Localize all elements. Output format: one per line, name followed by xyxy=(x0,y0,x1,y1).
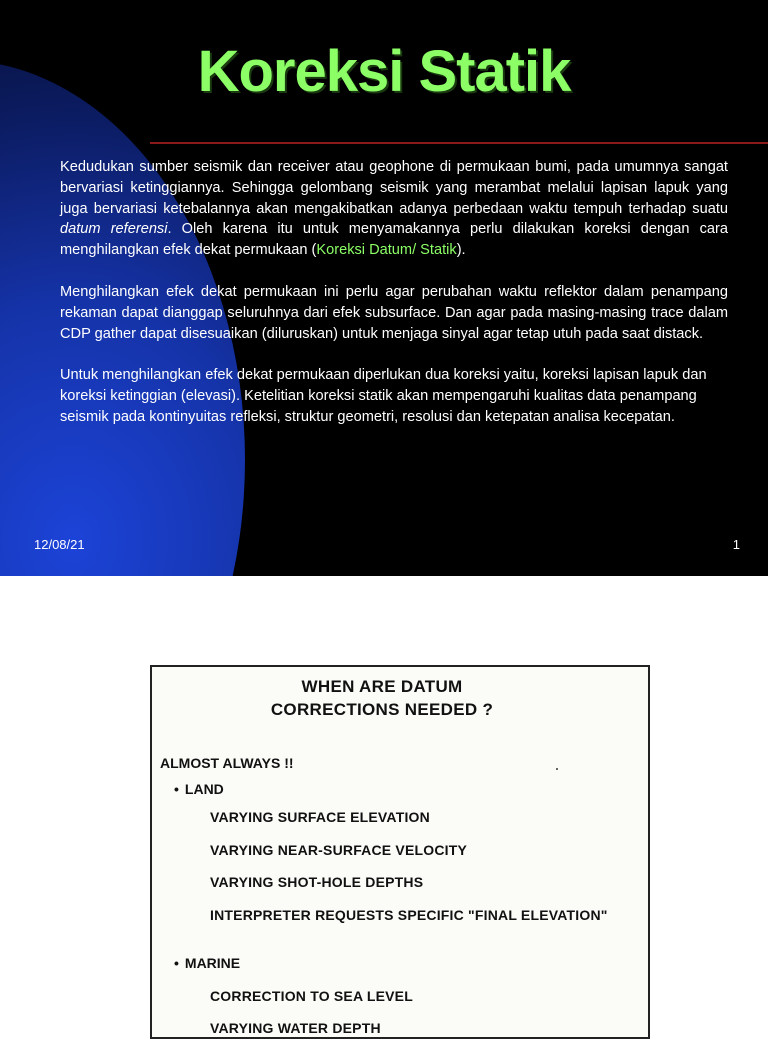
land-item: INTERPRETER REQUESTS SPECIFIC "FINAL ELEVATION" xyxy=(210,907,608,923)
land-item: VARYING SURFACE ELEVATION xyxy=(210,809,430,825)
marine-item: VARYING WATER DEPTH xyxy=(210,1020,381,1036)
marine-label: MARINE xyxy=(184,955,241,971)
marine-item: CORRECTION TO SEA LEVEL xyxy=(210,988,413,1004)
figure-heading-line-1: WHEN ARE DATUM xyxy=(301,677,463,696)
figure-heading-line-2: CORRECTIONS NEEDED ? xyxy=(270,700,494,719)
paragraph-3: Untuk menghilangkan efek dekat permukaan diperlukan dua koreksi yaitu, koreksi lapisan lapuk dan koreksi ketinggian (elevasi). Ketelitian koreksi statik akan mempengaruhi kualitas data penampang seismik pada kontinyuitas refleksi, struktur geometri, resolusi dan ketepatan analisa kecepatan. xyxy=(60,367,707,425)
almost-always-label: ALMOST ALWAYS !! xyxy=(160,755,294,771)
title-rule xyxy=(150,142,768,144)
paragraph-1-text-b: . Oleh karena itu untuk menyamakannya perlu dilakukan koreksi dengan cara menghilangkan efek dekat permukaan ( xyxy=(60,221,728,259)
bullet-icon: • xyxy=(174,955,179,971)
land-item: VARYING NEAR-SURFACE VELOCITY xyxy=(210,842,468,858)
scan-speck xyxy=(556,768,558,770)
land-bullet xyxy=(174,781,224,797)
scanned-figure xyxy=(150,665,650,1039)
bullet-icon: • xyxy=(174,781,179,797)
figure-heading xyxy=(152,675,612,721)
paragraph-2: Menghilangkan efek dekat permukaan ini perlu agar perubahan waktu reflektor dalam penampang rekaman dapat dianggap seluruhnya dari efek subsurface. Dan agar pada masing-masing trace dalam CDP gather dapat disesuaikan (diluruskan) untuk menjaga sinyal agar tetap utuh pada saat distack. xyxy=(60,283,728,342)
slide-date: 12/08/21 xyxy=(34,537,85,552)
paragraph-1-emphasis: datum referensi xyxy=(60,221,168,238)
slide-body xyxy=(60,157,728,449)
land-label: LAND xyxy=(184,781,224,797)
slide-page-number: 1 xyxy=(732,537,740,552)
paragraph-1-text-c: ). xyxy=(456,242,466,259)
marine-bullet xyxy=(174,955,240,971)
paragraph-1-highlight: Koreksi Datum/ Statik xyxy=(316,242,457,259)
slide-title: Koreksi Statik xyxy=(197,39,571,104)
paragraph-1 xyxy=(60,157,728,261)
land-item: VARYING SHOT-HOLE DEPTHS xyxy=(210,874,424,890)
paragraph-1-text-a: Kedudukan sumber seismik dan receiver atau geophone di permukaan bumi, pada umumnya sangat bervariasi ketinggiannya. Sehingga gelombang seismik yang merambat melalui lapisan lapuk yang juga bervariasi ketebalannya akan mengakibatkan adanya perbedaan waktu tempuh terhadap suatu xyxy=(60,159,728,217)
